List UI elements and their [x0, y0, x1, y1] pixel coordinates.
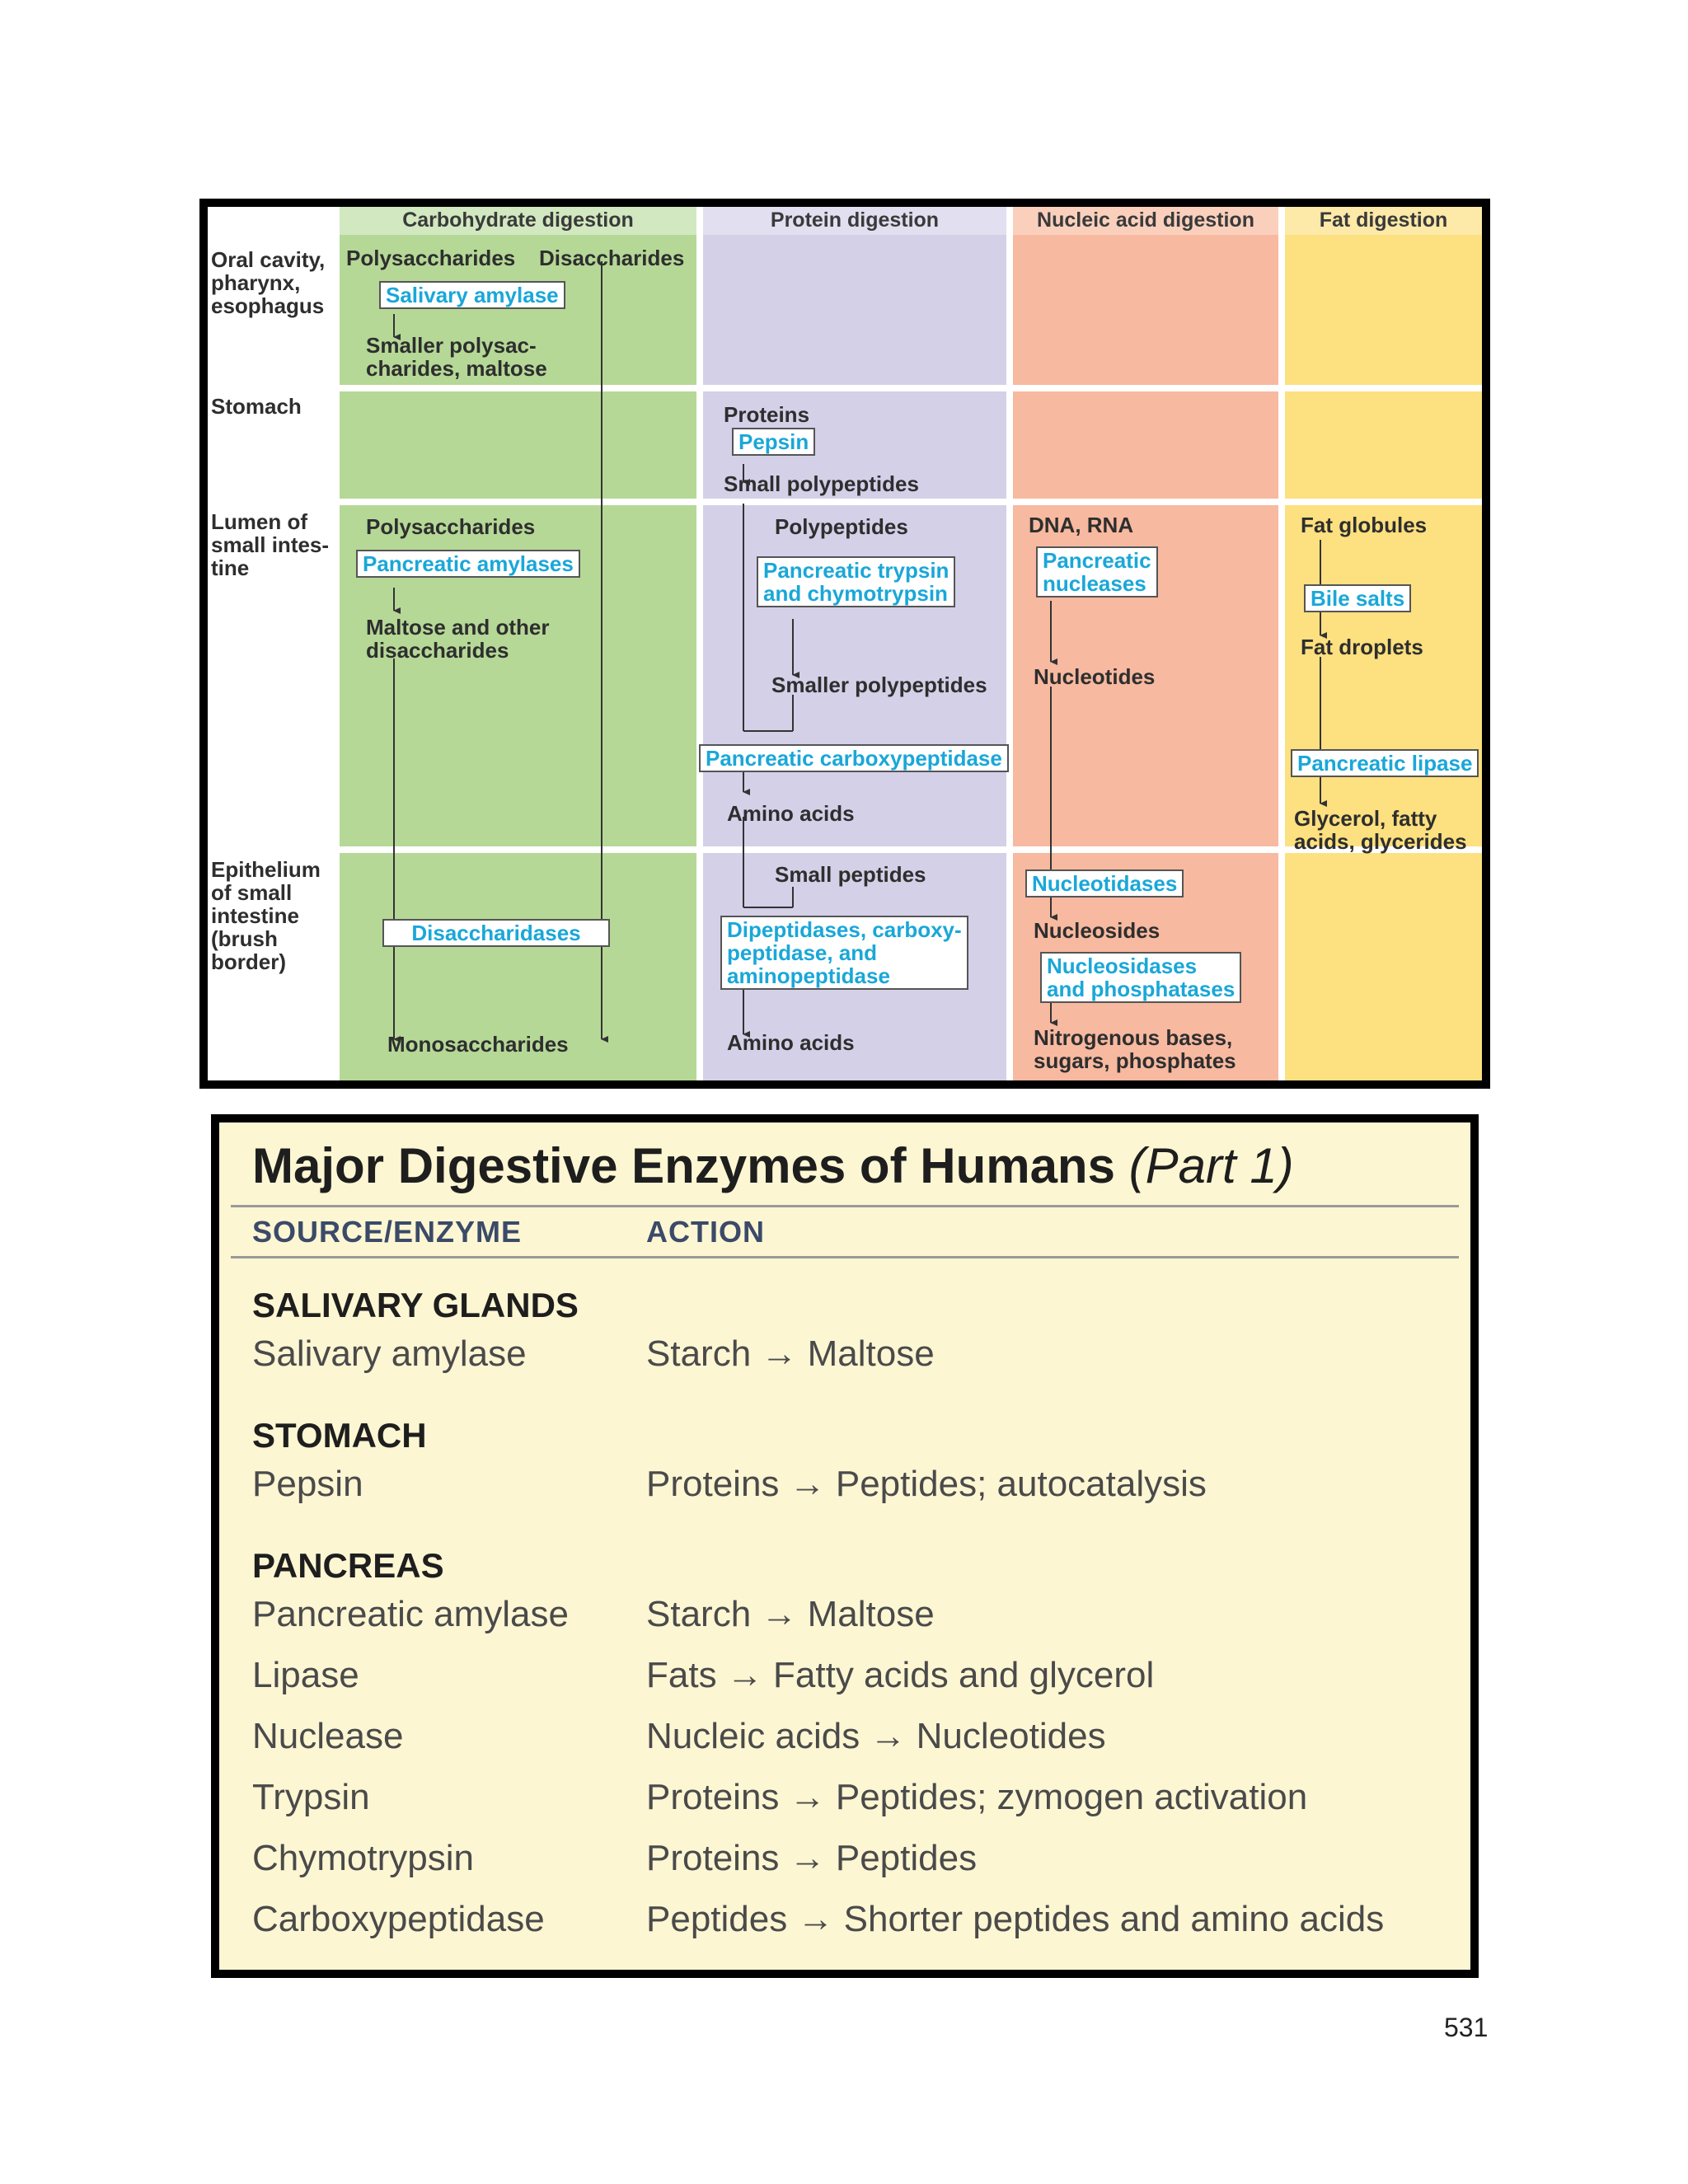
fat-droplets: Fat droplets: [1301, 635, 1423, 659]
enzyme-pancreatic-carboxypeptidase: Pancreatic carboxypeptidase: [699, 744, 1009, 772]
enzyme-bile-salts: Bile salts: [1304, 584, 1411, 612]
nucleic-nucleotides: Nucleotides: [1034, 664, 1156, 689]
nucleic-nucleosides: Nucleosides: [1034, 918, 1160, 943]
enzyme-dipeptidases-line-2: peptidase, and: [727, 940, 878, 965]
enzyme-name: Chymotrypsin: [252, 1838, 474, 1878]
enzyme-nucleosidases-line-1: Nucleosidases: [1047, 954, 1198, 978]
carb-monosaccharides: Monosaccharides: [387, 1032, 569, 1057]
protein-amino-acids-lumen: Amino acids: [727, 801, 855, 826]
enzyme-action: Fats → Fatty acids and glycerol: [646, 1655, 1155, 1695]
enzyme-name: Nuclease: [252, 1716, 404, 1756]
digestion-chart-body: [208, 207, 1482, 1080]
enzyme-action: Starch → Maltose: [646, 1594, 935, 1634]
enzyme-dipeptidases: [720, 916, 968, 990]
enzyme-name: Lipase: [252, 1655, 359, 1695]
fat-glycerol-2: acids, glycerides: [1294, 829, 1467, 854]
fat-globules: Fat globules: [1301, 513, 1428, 537]
carb-maltose-2: disaccharides: [366, 638, 509, 663]
enzyme-trypsin-line-1: Pancreatic trypsin: [763, 558, 950, 583]
carb-maltose-1: Maltose and other: [366, 615, 550, 640]
enzyme-dipeptidases-line-1: Dipeptidases, carboxy-: [727, 917, 962, 942]
header-source-enzyme: SOURCE/ENZYME: [252, 1215, 523, 1249]
carb-smaller-polysaccharides-1: Smaller polysac-: [366, 333, 537, 358]
section-pancreas: PANCREAS: [252, 1546, 444, 1585]
fat-glycerol-1: Glycerol, fatty: [1294, 806, 1437, 831]
enzyme-salivary-amylase: Salivary amylase: [379, 281, 565, 309]
protein-small-polypeptides: Small polypeptides: [724, 471, 919, 496]
enzyme-name: Salivary amylase: [252, 1333, 527, 1374]
enzyme-action: Proteins → Peptides; autocatalysis: [646, 1464, 1207, 1504]
enzyme-name: Pancreatic amylase: [252, 1594, 569, 1634]
protein-smaller-polypeptides: Smaller polypeptides: [771, 673, 987, 697]
section-salivary-glands: SALIVARY GLANDS: [252, 1286, 579, 1324]
enzyme-trypsin-line-2: and chymotrypsin: [763, 581, 948, 606]
carb-polysaccharides-oral: Polysaccharides: [346, 246, 516, 270]
enzyme-action: Nucleic acids → Nucleotides: [646, 1716, 1106, 1756]
row-label-stomach: Stomach: [211, 394, 302, 419]
section-stomach: STOMACH: [252, 1416, 427, 1455]
protein-amino-acids-epithelium: Amino acids: [727, 1030, 855, 1055]
table-title-main: Major Digestive Enzymes of Humans: [252, 1138, 1115, 1193]
enzyme-pancreatic-amylases: Pancreatic amylases: [356, 550, 580, 578]
nucleic-dna-rna: DNA, RNA: [1029, 513, 1134, 537]
enzyme-name: Carboxypeptidase: [252, 1899, 545, 1939]
carb-disaccharides: Disaccharides: [539, 246, 685, 270]
enzyme-name: Trypsin: [252, 1777, 370, 1817]
row-label-oral: Oral cavity, pharynx, esophagus: [211, 247, 326, 318]
column-header-protein: Protein digestion: [703, 207, 1006, 235]
protein-small-peptides: Small peptides: [775, 862, 926, 887]
carb-smaller-polysaccharides-2: charides, maltose: [366, 356, 547, 381]
row-label-lumen: Lumen of small intes- tine: [211, 509, 330, 580]
enzyme-action: Proteins → Peptides: [646, 1838, 978, 1878]
column-header-nucleic: Nucleic acid digestion: [1013, 207, 1278, 235]
carb-polysaccharides-lumen: Polysaccharides: [366, 514, 536, 539]
enzyme-disaccharidases: Disaccharidases: [382, 919, 610, 947]
enzyme-nucleosidases: [1040, 952, 1241, 1003]
enzyme-name: Pepsin: [252, 1464, 363, 1504]
enzyme-table-body: [219, 1122, 1470, 1970]
enzyme-pancreatic-lipase: Pancreatic lipase: [1291, 749, 1479, 777]
header-action: ACTION: [646, 1215, 765, 1249]
nucleic-bases-2: sugars, phosphates: [1034, 1048, 1236, 1073]
row-label-epithelium: Epithelium of small intestine (brush border): [211, 857, 321, 974]
enzyme-pancreatic-trypsin: [757, 556, 955, 607]
column-header-carbohydrate: Carbohydrate digestion: [340, 207, 696, 235]
enzyme-action: Peptides → Shorter peptides and amino acids: [646, 1899, 1385, 1939]
header-rule-top: [231, 1205, 1459, 1207]
protein-proteins: Proteins: [724, 402, 810, 427]
digestion-chart: [199, 199, 1490, 1089]
enzyme-nucleases-line-1: Pancreatic: [1043, 548, 1151, 573]
table-title: [252, 1137, 1294, 1194]
enzyme-nucleosidases-line-2: and phosphatases: [1047, 977, 1236, 1001]
enzyme-pancreatic-nucleases: [1036, 546, 1158, 598]
protein-polypeptides: Polypeptides: [775, 514, 908, 539]
table-title-part: (Part 1): [1128, 1138, 1294, 1193]
header-rule-bottom: [231, 1256, 1459, 1258]
enzyme-pepsin: Pepsin: [732, 428, 815, 456]
column-header-fat: Fat digestion: [1285, 207, 1482, 235]
enzyme-action: Starch → Maltose: [646, 1333, 935, 1374]
enzyme-nucleotidases: Nucleotidases: [1025, 869, 1184, 898]
enzyme-nucleases-line-2: nucleases: [1043, 571, 1146, 596]
enzyme-dipeptidases-line-3: aminopeptidase: [727, 963, 890, 988]
enzyme-table: [211, 1114, 1479, 1978]
nucleic-bases-1: Nitrogenous bases,: [1034, 1025, 1233, 1050]
page-number: 531: [1444, 2013, 1489, 2042]
enzyme-action: Proteins → Peptides; zymogen activation: [646, 1777, 1308, 1817]
